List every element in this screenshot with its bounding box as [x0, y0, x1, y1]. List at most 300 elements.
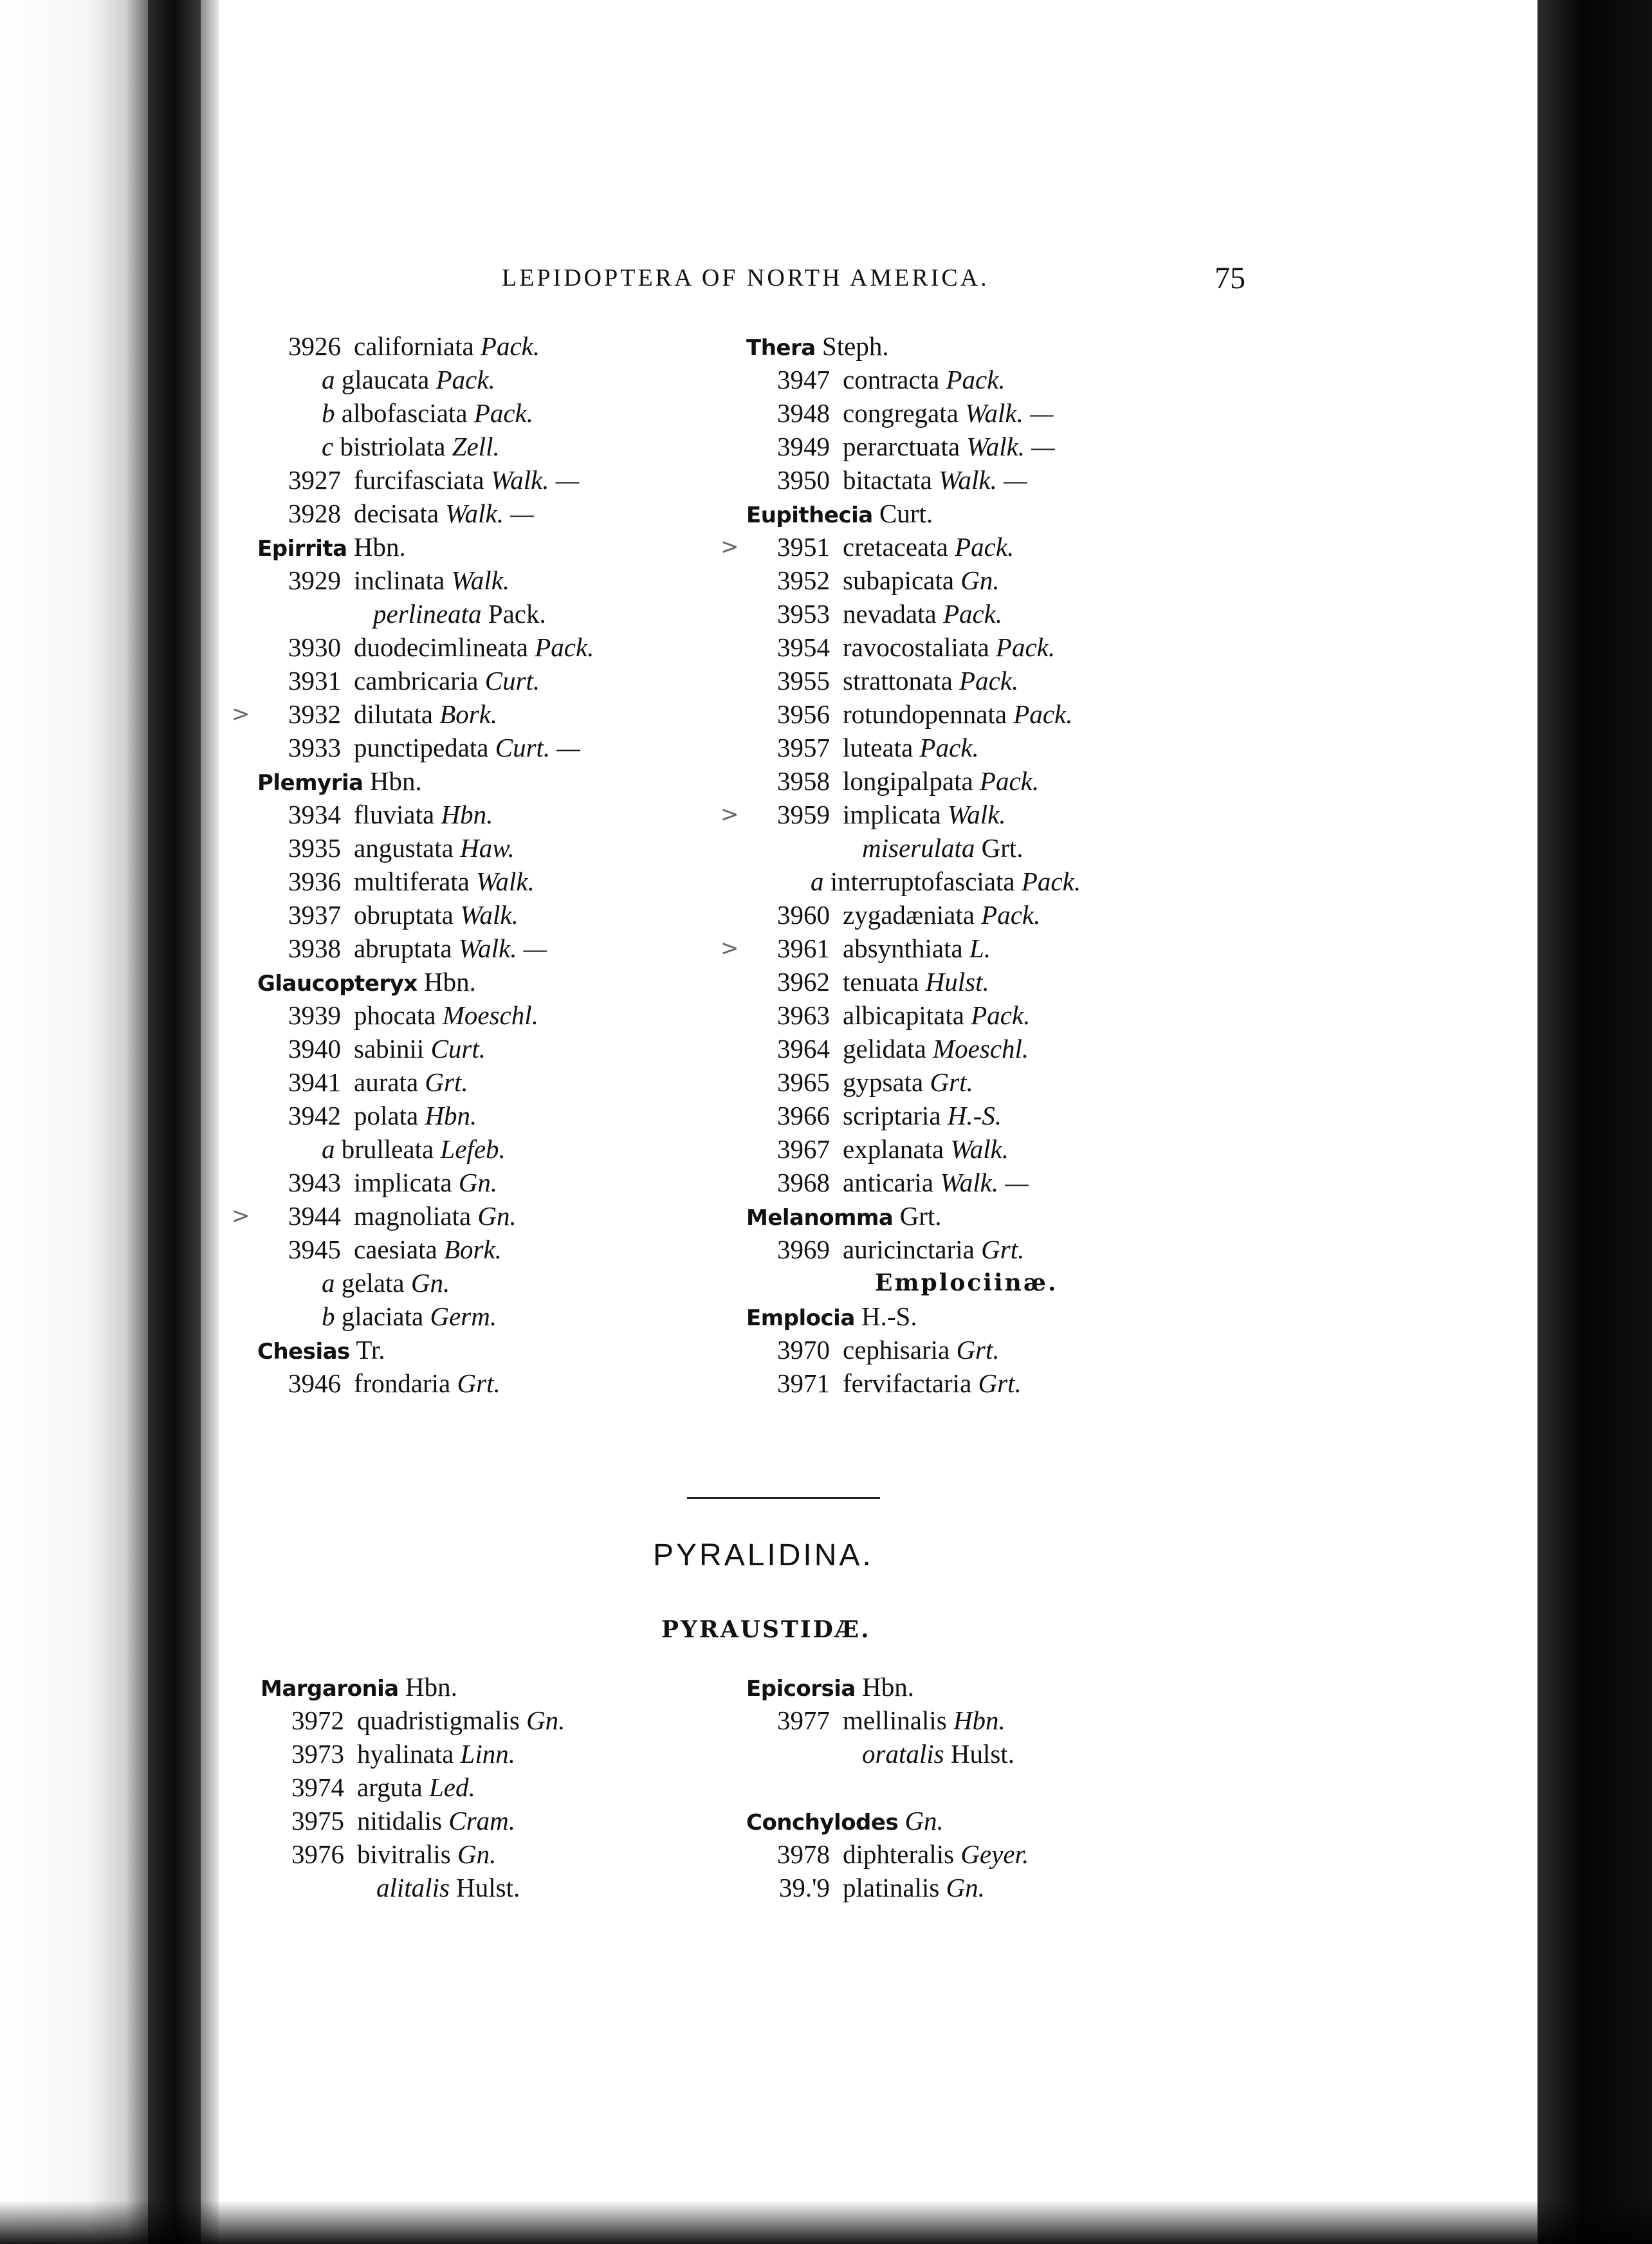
- genus-name: Melanomma: [746, 1205, 894, 1231]
- species-name: implicata: [843, 800, 941, 829]
- species-name: zygadæniata: [843, 900, 975, 930]
- species-text: [843, 664, 1018, 697]
- species-entry: [720, 932, 1058, 965]
- species-author: Curt.: [430, 1034, 486, 1063]
- genus-heading: [746, 497, 1058, 530]
- species-author: Grt.: [425, 1067, 468, 1097]
- genus-author: Hbn.: [369, 766, 422, 796]
- catalog-number: 3977: [777, 1706, 830, 1735]
- species-name: angustata: [354, 833, 454, 863]
- species-name: alitalis: [376, 1873, 450, 1902]
- species-author: Walk.: [950, 1134, 1009, 1164]
- species-entry: [257, 831, 515, 865]
- species-author: Gn.: [457, 1839, 497, 1869]
- species-author: Gn.: [946, 1873, 985, 1902]
- species-entry: [257, 1032, 486, 1065]
- species-name: contracta: [843, 365, 940, 394]
- species-entry: [257, 998, 538, 1032]
- species-text: [354, 1366, 500, 1400]
- species-author: Zell.: [452, 432, 500, 461]
- scan-gutter-shadow: [201, 0, 219, 2244]
- species-name: bivitralis: [357, 1839, 451, 1869]
- species-text: [354, 1233, 502, 1266]
- page-number: 75: [1215, 261, 1245, 295]
- species-entry: [746, 764, 1058, 798]
- species-name: diphteralis: [843, 1839, 955, 1869]
- species-name: albicapitata: [843, 1000, 964, 1030]
- species-name: magnoliata: [354, 1201, 472, 1231]
- species-text: [843, 1871, 985, 1904]
- catalog-number: 3940: [288, 1034, 341, 1063]
- catalog-number: 3929: [288, 566, 341, 595]
- genus-heading: [746, 1804, 944, 1837]
- genus-author: Curt.: [879, 499, 933, 528]
- species-name: scriptaria: [843, 1101, 941, 1130]
- species-text: [843, 1333, 1000, 1366]
- genus-author: Steph.: [821, 331, 889, 361]
- species-name: albofasciata: [341, 398, 468, 428]
- catalog-number: 3926: [288, 331, 341, 361]
- species-author: Pack.: [955, 532, 1014, 562]
- variety-entry: [257, 430, 500, 463]
- species-text: [843, 1704, 1005, 1737]
- species-author: Pack.: [981, 900, 1041, 930]
- species-author: H.-S.: [947, 1101, 1002, 1130]
- species-entry: [746, 1065, 1058, 1099]
- species-entry: [746, 564, 1058, 597]
- species-author: Pack.: [473, 398, 533, 428]
- species-author: L.: [969, 933, 991, 963]
- species-text: [843, 965, 989, 998]
- catalog-number: 3953: [777, 599, 830, 629]
- species-text: [843, 597, 1002, 630]
- species-name: fluviata: [354, 800, 435, 829]
- species-name: aurata: [354, 1067, 419, 1097]
- species-text: [354, 329, 540, 363]
- species-name: anticaria: [843, 1168, 934, 1197]
- species-name: polata: [354, 1101, 419, 1130]
- species-entry: [232, 697, 498, 731]
- catalog-number: 3936: [288, 867, 341, 896]
- species-entry: [746, 1704, 1005, 1737]
- catalog-number: 3968: [777, 1168, 830, 1197]
- section-title: PYRALIDINA.: [653, 1538, 874, 1572]
- species-author: Bork.: [439, 699, 498, 729]
- species-text: [843, 731, 979, 764]
- lower-left-column: [261, 1670, 565, 1904]
- variety-entry: [257, 396, 533, 430]
- catalog-number: 3969: [777, 1235, 830, 1264]
- variety-letter: a: [322, 1134, 335, 1164]
- catalog-number: 3967: [777, 1134, 830, 1164]
- catalog-number: 3976: [291, 1839, 344, 1869]
- catalog-number: 3933: [288, 733, 341, 762]
- species-entry: [257, 497, 534, 530]
- species-name: gelidata: [843, 1034, 926, 1063]
- species-author: Cram.: [448, 1806, 516, 1835]
- species-author: Walk.: [460, 900, 519, 930]
- species-text: [843, 363, 1005, 396]
- catalog-number: 3956: [777, 699, 830, 729]
- species-text: [843, 932, 991, 965]
- genus-author: Grt.: [899, 1201, 942, 1231]
- species-entry: [261, 1770, 475, 1804]
- catalog-number: 39.'9: [778, 1873, 830, 1902]
- species-name: miserulata: [862, 833, 975, 863]
- species-name: subapicata: [843, 566, 955, 595]
- species-entry: [746, 1233, 1058, 1266]
- lower-right-column: [746, 1670, 1029, 1904]
- scan-right-border: [1537, 0, 1652, 2244]
- species-text: [354, 1099, 477, 1132]
- species-author: Grt.: [978, 1368, 1022, 1398]
- catalog-number: 3972: [291, 1706, 344, 1735]
- variety-entry: [257, 1266, 476, 1300]
- species-text: [322, 363, 495, 396]
- species-entry: [257, 1099, 476, 1132]
- genus-author: Hbn.: [862, 1672, 914, 1702]
- variety-letter: a: [322, 1268, 335, 1298]
- species-author: Walk. —: [940, 1168, 1029, 1197]
- species-author: Hulst.: [950, 1739, 1014, 1769]
- species-text: [354, 1166, 497, 1199]
- variety-letter: a: [811, 867, 824, 896]
- species-name: rotundopennata: [843, 699, 1007, 729]
- species-name: quadristigmalis: [357, 1706, 520, 1735]
- species-entry: [720, 530, 1058, 564]
- species-author: Gn.: [477, 1201, 517, 1231]
- catalog-number: 3943: [288, 1168, 341, 1197]
- species-text: [354, 1065, 468, 1099]
- species-text: [843, 1366, 1022, 1400]
- margin-check-mark: >: [232, 701, 250, 727]
- species-text: [357, 1837, 496, 1871]
- species-author: Lefeb.: [440, 1134, 506, 1164]
- catalog-number: 3965: [777, 1067, 830, 1097]
- species-text: [354, 865, 535, 898]
- catalog-number: 3930: [288, 632, 341, 662]
- variety-entry: [257, 1132, 506, 1166]
- upper-left-column: [232, 329, 594, 1400]
- species-text: [843, 1099, 1002, 1132]
- species-name: gelata: [341, 1268, 405, 1298]
- species-name: fervifactaria: [843, 1368, 972, 1398]
- catalog-number: 3935: [288, 833, 341, 863]
- species-text: [354, 831, 515, 865]
- species-author: Grt.: [930, 1067, 973, 1097]
- running-head: LEPIDOPTERA OF NORTH AMERICA.: [502, 264, 989, 291]
- species-text: [843, 1032, 1029, 1065]
- species-entry: [746, 396, 1058, 430]
- species-author: Gn.: [526, 1706, 565, 1735]
- genus-author: Tr.: [356, 1335, 385, 1365]
- species-name: interruptofasciata: [830, 867, 1015, 896]
- species-text: [322, 430, 500, 463]
- catalog-number: 3966: [777, 1101, 830, 1130]
- scan-bottom-edge: [0, 2200, 1652, 2244]
- variety-entry: [257, 363, 495, 396]
- species-text: [357, 1737, 515, 1770]
- species-author: Pack.: [919, 733, 979, 762]
- species-author: Haw.: [460, 833, 515, 863]
- catalog-number: 3938: [288, 933, 341, 963]
- species-entry: [746, 664, 1058, 697]
- species-author: Bork.: [443, 1235, 502, 1264]
- catalog-number: 3946: [288, 1368, 341, 1398]
- catalog-number: 3964: [777, 1034, 830, 1063]
- variety-letter: a: [322, 365, 335, 394]
- genus-heading: [746, 1670, 944, 1704]
- species-name: explanata: [843, 1134, 944, 1164]
- species-author: Pack.: [436, 365, 495, 394]
- genus-heading: [746, 1199, 1058, 1233]
- species-name: nevadata: [843, 599, 937, 629]
- species-entry: [261, 1837, 497, 1871]
- species-name: tenuata: [843, 967, 919, 997]
- species-name: absynthiata: [843, 933, 963, 963]
- species-author: Hbn.: [441, 800, 493, 829]
- species-author: Walk. —: [965, 398, 1054, 428]
- species-name: multiferata: [354, 867, 470, 896]
- species-entry: [746, 1333, 1058, 1366]
- species-text: [354, 1032, 486, 1065]
- species-name: glaciata: [341, 1301, 424, 1331]
- species-author: Walk.: [476, 867, 535, 896]
- catalog-number: 3951: [777, 532, 830, 562]
- species-name: brulleata: [341, 1134, 434, 1164]
- species-entry: [257, 630, 594, 664]
- species-name: auricinctaria: [843, 1235, 975, 1264]
- species-author: Gn.: [960, 566, 1000, 595]
- species-text: [843, 463, 1027, 497]
- species-name: cretaceata: [843, 532, 948, 562]
- species-text: [843, 798, 1006, 831]
- species-name: strattonata: [843, 666, 953, 695]
- species-entry: [257, 1166, 498, 1199]
- species-author: Pack.: [488, 599, 546, 629]
- species-entry: [746, 630, 1058, 664]
- synonym-entry: [257, 597, 546, 630]
- species-author: Walk. —: [939, 465, 1027, 495]
- species-text: [843, 1837, 1029, 1871]
- species-author: Hbn.: [425, 1101, 477, 1130]
- genus-name: Plemyria: [257, 770, 363, 796]
- species-name: platinalis: [843, 1873, 940, 1902]
- species-entry: [232, 1199, 517, 1233]
- species-text: [843, 530, 1014, 564]
- catalog-number: 3949: [777, 432, 830, 461]
- species-text: [357, 1770, 475, 1804]
- family-title: PYRAUSTIDÆ.: [661, 1616, 871, 1643]
- species-text: [322, 396, 533, 430]
- species-author: Pack.: [535, 632, 594, 662]
- species-entry: [746, 697, 1073, 731]
- species-author: Geyer.: [960, 1839, 1029, 1869]
- species-entry: [746, 430, 1058, 463]
- scan-gutter: [148, 0, 201, 2244]
- catalog-number: 3950: [777, 465, 830, 495]
- species-text: [354, 564, 509, 597]
- species-text: [862, 1737, 1014, 1770]
- species-text: [322, 1266, 450, 1300]
- species-name: cambricaria: [354, 666, 479, 695]
- species-entry: [257, 564, 510, 597]
- species-text: [843, 564, 1000, 597]
- species-entry: [257, 798, 493, 831]
- species-text: [354, 697, 497, 731]
- genus-name: Margaronia: [261, 1676, 399, 1702]
- species-entry: [746, 898, 1058, 932]
- species-text: [357, 1804, 515, 1837]
- species-author: Walk. —: [490, 465, 580, 495]
- species-name: luteata: [843, 733, 913, 762]
- genus-author: H.-S.: [861, 1301, 917, 1331]
- variety-entry: [746, 865, 1081, 898]
- catalog-number: 3973: [291, 1739, 344, 1769]
- species-name: bitactata: [843, 465, 932, 495]
- species-text: [843, 430, 1055, 463]
- species-entry: [746, 597, 1058, 630]
- species-entry: [257, 463, 580, 497]
- species-name: longipalpata: [843, 766, 973, 796]
- species-text: [354, 497, 534, 530]
- species-author: Hbn.: [953, 1706, 1005, 1735]
- species-name: abruptata: [354, 933, 452, 963]
- catalog-number: 3942: [288, 1101, 341, 1130]
- variety-entry: [257, 1300, 497, 1333]
- catalog-number: 3970: [777, 1335, 830, 1365]
- species-author: Walk. —: [966, 432, 1055, 461]
- species-name: hyalinata: [357, 1739, 454, 1769]
- catalog-number: 3945: [288, 1235, 341, 1264]
- species-author: Germ.: [430, 1301, 497, 1331]
- species-name: sabinii: [354, 1034, 425, 1063]
- genus-heading: [261, 1670, 457, 1704]
- section-divider: [687, 1497, 880, 1499]
- species-name: implicata: [354, 1168, 452, 1197]
- species-author: Grt.: [981, 833, 1023, 863]
- species-author: Grt.: [457, 1368, 500, 1398]
- margin-check-mark: >: [720, 802, 739, 827]
- species-name: furcifasciata: [354, 465, 484, 495]
- species-author: Moeschl.: [933, 1034, 1029, 1063]
- species-author: Hulst.: [925, 967, 989, 997]
- species-text: [843, 1132, 1009, 1166]
- species-entry: [261, 1804, 516, 1837]
- catalog-number: 3948: [777, 398, 830, 428]
- genus-author: Hbn.: [423, 967, 476, 997]
- species-author: Pack.: [1013, 699, 1073, 729]
- species-text: [354, 731, 580, 764]
- species-entry: [257, 1366, 500, 1400]
- scan-left-page-edge: [0, 0, 148, 2244]
- genus-heading: [746, 329, 1058, 363]
- species-text: [354, 932, 547, 965]
- species-text: [843, 898, 1040, 932]
- genus-name: Chesias: [257, 1339, 350, 1365]
- catalog-number: 3927: [288, 465, 341, 495]
- species-text: [354, 664, 540, 697]
- genus-name: Epicorsia: [746, 1676, 856, 1702]
- species-name: dilutata: [354, 699, 433, 729]
- species-name: glaucata: [341, 365, 430, 394]
- species-entry: [746, 1099, 1058, 1132]
- catalog-number: 3932: [288, 699, 341, 729]
- species-author: Walk. —: [445, 499, 534, 528]
- species-entry: [261, 1737, 515, 1770]
- species-author: Hulst.: [456, 1873, 520, 1902]
- species-name: californiata: [354, 331, 474, 361]
- species-entry: [746, 363, 1058, 396]
- species-author: Pack.: [979, 766, 1040, 796]
- catalog-number: 3955: [777, 666, 830, 695]
- species-text: [843, 764, 1039, 798]
- species-text: [376, 1871, 520, 1904]
- species-entry: [257, 1233, 502, 1266]
- variety-letter: c: [322, 432, 334, 461]
- species-entry: [746, 998, 1058, 1032]
- species-name: duodecimlineata: [354, 632, 528, 662]
- synonym-entry: [746, 1737, 1014, 1770]
- species-name: frondaria: [354, 1368, 451, 1398]
- species-text: [843, 1065, 973, 1099]
- species-author: Moeschl.: [442, 1000, 538, 1030]
- synonym-entry: [746, 831, 1058, 865]
- species-author: Pack.: [1021, 867, 1081, 896]
- genus-heading: [257, 965, 476, 998]
- species-entry: [746, 1132, 1058, 1166]
- species-text: [843, 630, 1055, 664]
- species-author: Gn.: [458, 1168, 498, 1197]
- species-name: oratalis: [862, 1739, 944, 1769]
- catalog-number: 3934: [288, 800, 341, 829]
- species-text: [373, 597, 546, 630]
- species-author: Pack.: [959, 666, 1019, 695]
- species-name: decisata: [354, 499, 439, 528]
- species-text: [843, 697, 1072, 731]
- species-text: [843, 396, 1054, 430]
- catalog-number: 3958: [777, 766, 830, 796]
- genus-name: Glaucopteryx: [257, 971, 418, 997]
- genus-author: Hbn.: [405, 1672, 457, 1702]
- upper-right-column: [720, 329, 1081, 1400]
- margin-check-mark: >: [720, 534, 739, 560]
- species-entry: [746, 965, 1058, 998]
- catalog-number: 3937: [288, 900, 341, 930]
- genus-heading: [257, 530, 476, 564]
- margin-check-mark: >: [720, 935, 739, 961]
- synonym-entry: [261, 1871, 520, 1904]
- subfamily-heading: Emplociinæ.: [875, 1269, 1058, 1296]
- variety-letter: b: [322, 1301, 335, 1331]
- catalog-number: 3947: [777, 365, 830, 394]
- species-text: [354, 630, 594, 664]
- catalog-number: 3939: [288, 1000, 341, 1030]
- species-text: [843, 998, 1030, 1032]
- species-entry: [257, 865, 535, 898]
- species-name: congregata: [843, 398, 959, 428]
- species-author: Curt.: [484, 666, 540, 695]
- catalog-number: 3944: [288, 1201, 341, 1231]
- margin-check-mark: >: [232, 1203, 250, 1229]
- species-entry: [257, 932, 547, 965]
- species-author: Pack.: [942, 599, 1003, 629]
- species-text: [322, 1132, 506, 1166]
- species-author: Pack.: [946, 365, 1005, 394]
- genus-heading: [257, 764, 476, 798]
- species-author: Pack.: [480, 331, 540, 361]
- species-name: arguta: [357, 1772, 423, 1802]
